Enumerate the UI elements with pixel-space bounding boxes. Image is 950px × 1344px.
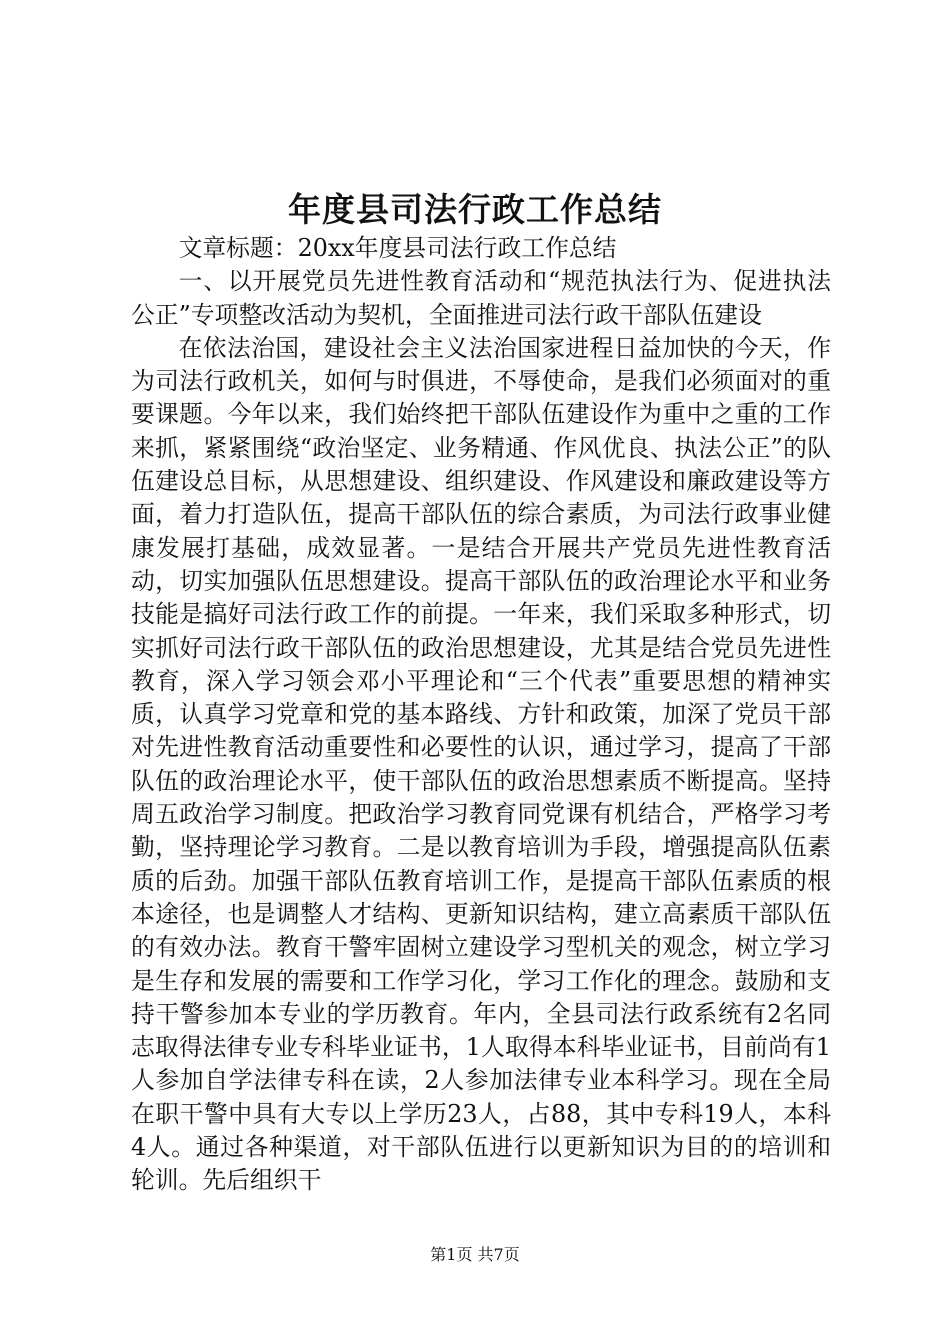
- page-number-footer: 第1页 共7页: [430, 1245, 520, 1264]
- body-paragraph: 在依法治国，建设社会主义法治国家进程日益加快的今天，作为司法行政机关，如何与时俱进，不辱使命，是我们必须面对的重要课题。今年以来，我们始终把干部队伍建设作为重中之重的工作来抓，紧紧围绕“政治坚定、业务精通、作风优良、执法公正”的队伍建设总目标，从思想建设、组织建设、作风建设和廉政建设等方面，着力打造队伍，提高干部队伍的综合素质，为司法行政事业健康发展打基础，成效显著。一是结合开展共产党员先进性教育活动，切实加强队伍思想建设。提高干部队伍的政治理论水平和业务技能是搞好司法行政工作的前提。一年来，我们采取多种形式，切实抓好司法行政干部队伍的政治思想建设，尤其是结合党员先进性教育，深入学习领会邓小平理论和“三个代表”重要思想的精神实质，认真学习党章和党的基本路线、方针和政策，加深了党员干部对先进性教育活动重要性和必要性的认识，通过学习，提高了干部队伍的政治理论水平，使干部队伍的政治思想素质不断提高。坚持周五政治学习制度。把政治学习教育同党课有机结合，严格学习考勤，坚持理论学习教育。二是以教育培训为手段，增强提高队伍素质的后劲。加强干部队伍教育培训工作，是提高干部队伍素质的根本途径，也是调整人才结构、更新知识结构，建立高素质干部队伍的有效办法。教育干警牢固树立建设学习型机关的观念，树立学习是生存和发展的需要和工作学习化，学习工作化的理念。鼓励和支持干警参加本专业的学历教育。年内，全县司法行政系统有2名同志取得法律专业专科毕业证书，1人取得本科毕业证书，目前尚有1人参加自学法律专科在读，2人参加法律专业本科学习。现在全局在职干警中具有大专以上学历23人，占88，其中专科19人，本科4人。通过各种渠道，对干部队伍进行以更新知识为目的的培训和轮训。先后组织干: [131, 333, 831, 1195]
- article-title-line: 文章标题：20xx年度县司法行政工作总结: [178, 234, 617, 262]
- document-title: 年度县司法行政工作总结: [288, 190, 662, 229]
- document-body: [131, 232, 831, 1198]
- section-heading: 一、以开展党员先进性教育活动和“规范执法行为、促进执法公正”专项整改活动为契机，全面推进司法行政干部队伍建设: [131, 267, 831, 329]
